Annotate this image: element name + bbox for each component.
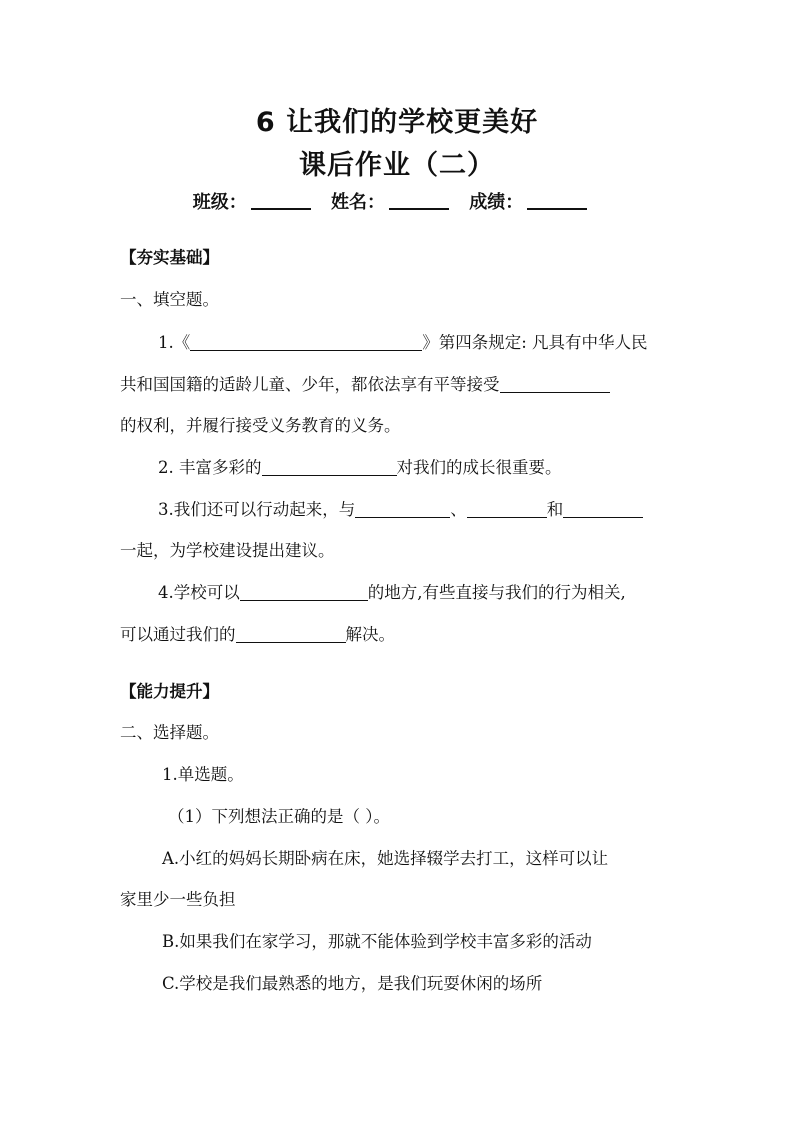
class-label: 班级：: [192, 192, 247, 213]
question-3-line-1: 3.我们还可以行动起来，与 、 和: [158, 500, 643, 520]
question-4-line-2: 可以通过我们的 解决。: [120, 625, 395, 644]
score-label: 成绩：: [469, 192, 524, 213]
option-b[interactable]: B.如果我们在家学习，那就不能体验到学校丰富多彩的活动: [162, 932, 592, 951]
class-field[interactable]: [251, 190, 311, 210]
option-c[interactable]: C.学校是我们最熟悉的地方，是我们玩耍休闲的场所: [162, 974, 543, 993]
single-choice-title: 1.单选题。: [162, 765, 244, 784]
question-4-line-1: 4.学校可以 的地方,有些直接与我们的行为相关,: [158, 583, 626, 602]
blank-solve[interactable]: [236, 625, 346, 643]
blank-partner-1[interactable]: [355, 500, 450, 518]
blank-law-name[interactable]: [190, 333, 422, 351]
question-1-line-3: 的权利，并履行接受义务教育的义务。: [120, 416, 401, 435]
page-subtitle: 课后作业（二）: [299, 150, 495, 181]
choice-part-title: 二、选择题。: [120, 723, 219, 742]
blank-right[interactable]: [500, 375, 610, 393]
question-2: 2. 丰富多彩的 对我们的成长很重要。: [158, 458, 562, 477]
student-info-row: [0, 188, 794, 214]
question-stem: （1）下列想法正确的是（ ）。: [168, 807, 390, 826]
question-3-line-2: 一起，为学校建设提出建议。: [120, 541, 335, 560]
blank-activities[interactable]: [262, 458, 397, 476]
question-1-line-2: 共和国国籍的适龄儿童、少年，都依法享有平等接受: [120, 375, 610, 395]
fill-blank-part-title: 一、填空题。: [120, 290, 219, 309]
section-heading-ability: 【能力提升】: [120, 682, 219, 701]
section-heading-basics: 【夯实基础】: [120, 248, 219, 267]
blank-improve[interactable]: [240, 583, 368, 601]
page-title: 6 让我们的学校更美好: [255, 107, 539, 138]
option-a-line-2[interactable]: 家里少一些负担: [120, 890, 236, 909]
option-a-line-1[interactable]: A.小红的妈妈长期卧病在床，她选择辍学去打工，这样可以让: [162, 849, 609, 868]
question-1-line-1: 1.《 》第四条规定: 凡具有中华人民: [158, 333, 648, 352]
name-field[interactable]: [389, 190, 449, 210]
name-label: 姓名：: [331, 192, 385, 213]
blank-partner-2[interactable]: [467, 500, 547, 518]
score-field[interactable]: [527, 190, 587, 210]
blank-partner-3[interactable]: [563, 500, 643, 518]
